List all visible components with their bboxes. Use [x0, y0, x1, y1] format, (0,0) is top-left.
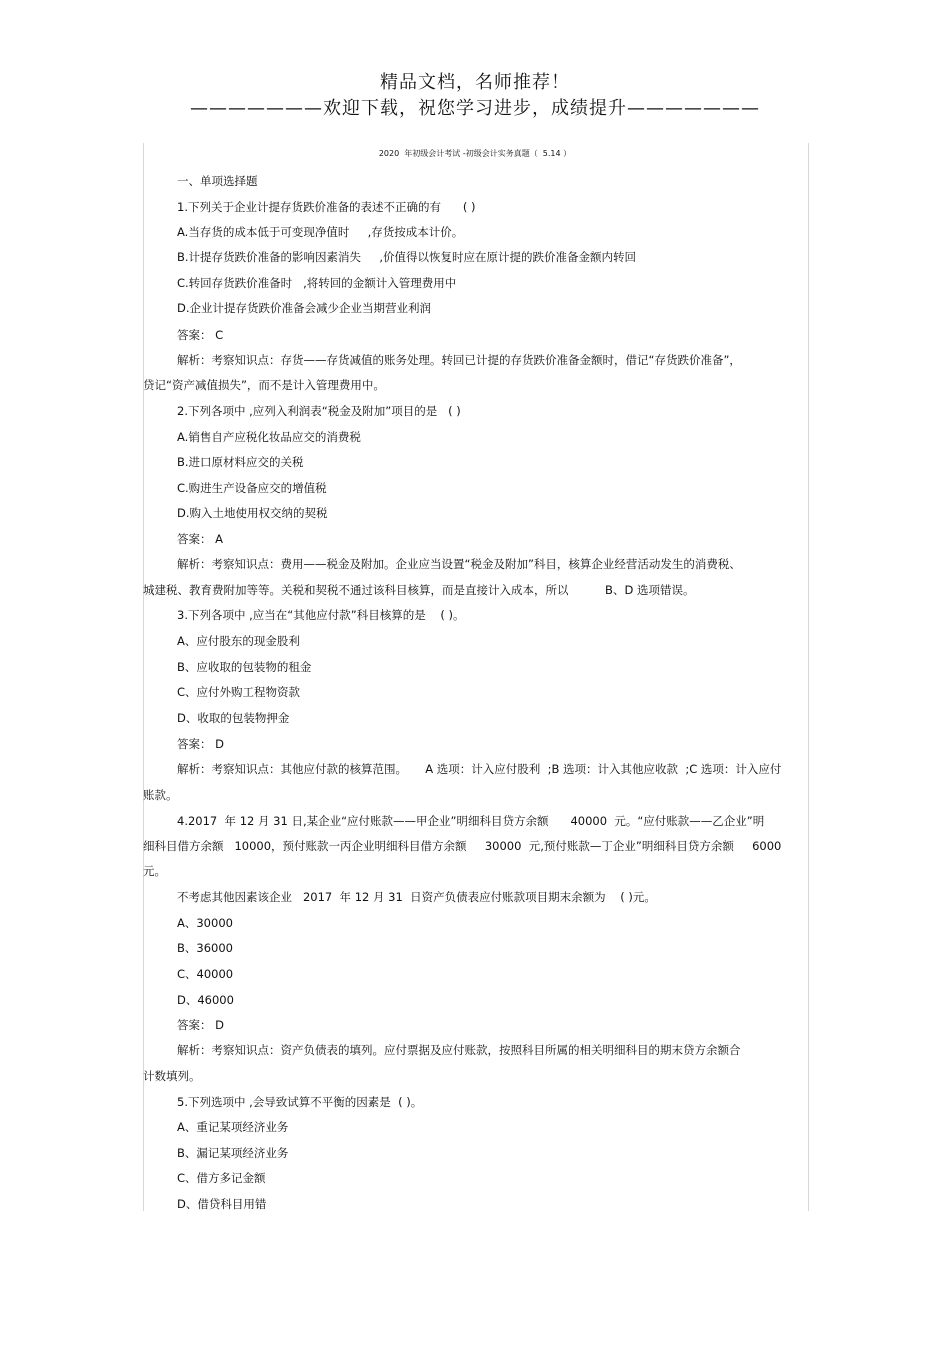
q1-analysis-line2: 贷记“资产减值损失”，而不是计入管理费用中。 [143, 378, 385, 392]
q4-analysis-line1: 解析：考察知识点：资产负债表的填列。应付票据及应付账款，按照科目所属的相关明细科目的期末贷方余额合 [177, 1043, 741, 1057]
q4-answer: 答案： D [177, 1018, 225, 1032]
q2-option-b: B.进口原材料应交的关税 [177, 455, 304, 469]
q1-option-b: B.计提存货跌价准备的影响因素消失 ,价值得以恢复时应在原计提的跌价准备金额内转回 [177, 250, 636, 264]
q1-option-c: C.转回存货跌价准备时 ,将转回的金额计入管理费用中 [177, 276, 457, 290]
q2-option-c: C.购进生产设备应交的增值税 [177, 481, 327, 495]
q5-option-b: B、漏记某项经济业务 [177, 1146, 289, 1160]
q3-option-a: A、应付股东的现金股利 [177, 634, 300, 648]
q5-option-a: A、重记某项经济业务 [177, 1120, 289, 1134]
q3-analysis-line2: 账款。 [143, 788, 178, 802]
q4-option-b: B、36000 [177, 941, 233, 955]
q3-option-d: D、收取的包装物押金 [177, 711, 290, 725]
q1-option-a: A.当存货的成本低于可变现净值时 ,存货按成本计价。 [177, 225, 464, 239]
q4-stem-line3: 元。 [143, 864, 166, 878]
q2-analysis-line1: 解析：考察知识点：费用——税金及附加。企业应当设置“税金及附加”科目，核算企业经营活动发生的消费税、 [177, 557, 741, 571]
q2-stem: 2.下列各项中 ,应列入利润表“税金及附加”项目的是 ( ) [177, 404, 461, 418]
q4-stem-line2: 细科目借方余额 10000，预付账款一丙企业明细科目借方余额 30000 元,预付账款—丁企业”明细科目贷方余额 6000 [143, 839, 782, 853]
header-recommend: 精品文档，名师推荐！ [380, 72, 570, 93]
q1-answer: 答案： C [177, 328, 224, 342]
q2-option-d: D.购入土地使用权交纳的契税 [177, 506, 328, 520]
q3-analysis-line1: 解析：考察知识点：其他应付款的核算范围。 A 选项：计入应付股利 ;B 选项：计入其他应收款 ;C 选项：计入应付 [177, 762, 782, 776]
q5-option-d: D、借贷科目用错 [177, 1197, 267, 1211]
header-welcome: ———————欢迎下载，祝您学习进步，成绩提升——————— [190, 98, 760, 119]
q2-option-a: A.销售自产应税化妆品应交的消费税 [177, 430, 361, 444]
q5-option-c: C、借方多记金额 [177, 1171, 266, 1185]
q3-option-c: C、应付外购工程物资款 [177, 685, 301, 699]
q4-analysis-line2: 计数填列。 [143, 1069, 201, 1083]
q2-analysis-line2: 城建税、教育费附加等等。关税和契税不通过该科目核算，而是直接计入成本，所以 B、D 选项错误。 [143, 583, 695, 597]
q1-option-d: D.企业计提存货跌价准备会减少企业当期营业利润 [177, 301, 432, 315]
q3-stem: 3.下列各项中 ,应当在“其他应付款”科目核算的是 ( )。 [177, 608, 465, 622]
q4-stem-line1: 4.2017 年 12 月 31 日,某企业“应付账款——甲企业”明细科目贷方余额 40000 元。“应付账款——乙企业”明 [177, 814, 765, 828]
q1-analysis-line1: 解析：考察知识点：存货——存货减值的账务处理。转回已计提的存货跌价准备金额时，借记“存货跌价准备”， [177, 353, 741, 367]
section-heading: 一、单项选择题 [177, 174, 258, 188]
q5-stem: 5.下列选项中 ,会导致试算不平衡的因素是 ( )。 [177, 1095, 423, 1109]
q4-option-d: D、46000 [177, 993, 234, 1007]
q4-option-a: A、30000 [177, 916, 233, 930]
q3-option-b: B、应收取的包装物的租金 [177, 660, 312, 674]
q4-stem-line4: 不考虑其他因素该企业 2017 年 12 月 31 日资产负债表应付账款项目期末余额为 ( )元。 [177, 890, 656, 904]
q3-answer: 答案： D [177, 737, 225, 751]
q1-stem: 1.下列关于企业计提存货跌价准备的表述不正确的有 ( ) [177, 200, 476, 214]
doc-title: 2020 年初级会计考试 -初级会计实务真题（ 5.14 ） [378, 149, 572, 158]
q2-answer: 答案： A [177, 532, 224, 546]
q4-option-c: C、40000 [177, 967, 234, 981]
